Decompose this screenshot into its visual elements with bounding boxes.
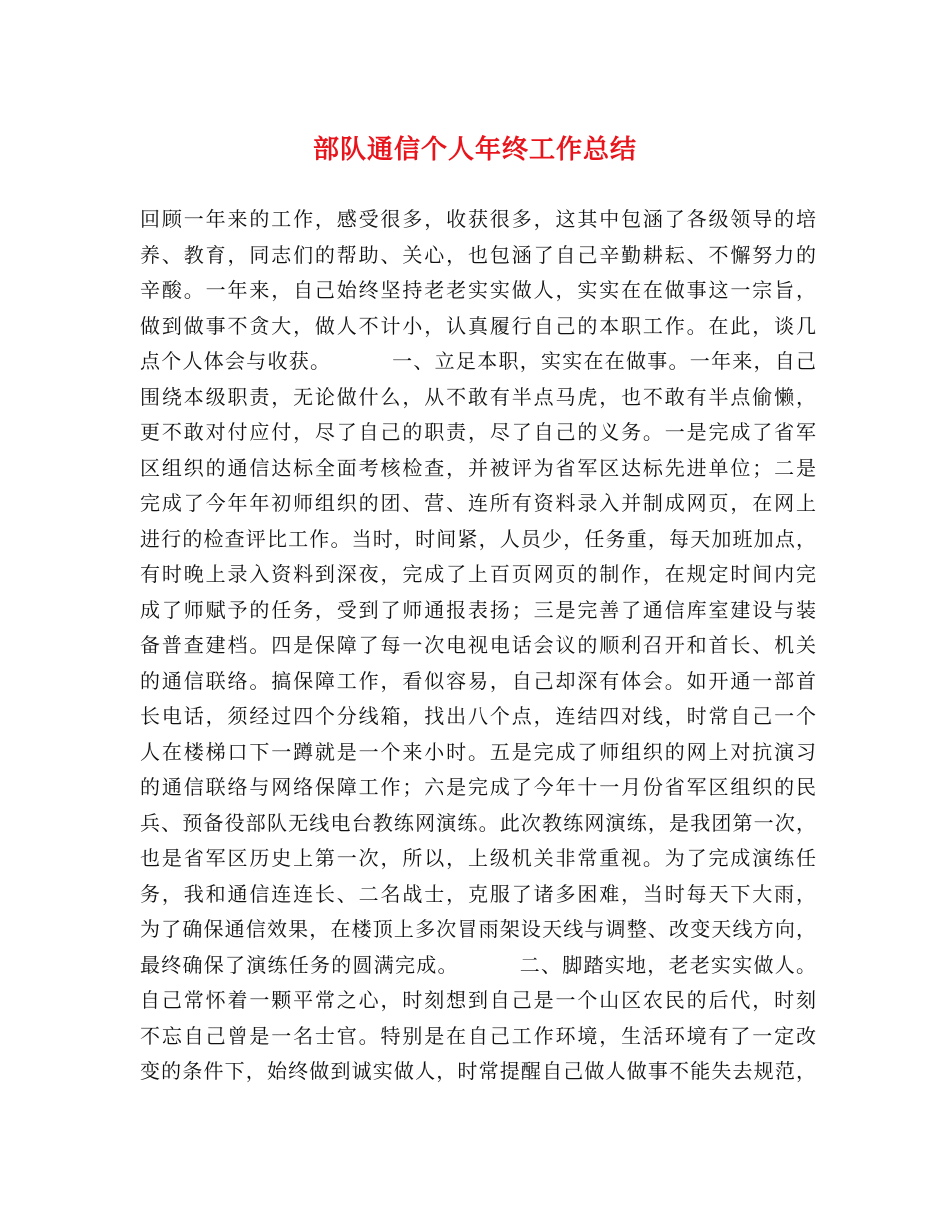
text-line: 备普查建档。四是保障了每一次电视电话会议的顺利召开和首长、机关 [140,633,816,657]
text-line: 的通信联络。搞保障工作，看似容易，自己却深有体会。如开通一部首 [140,668,816,693]
text-line: 有时晚上录入资料到深夜，完成了上百页网页的制作，在规定时间内完 [140,562,816,586]
text-line: 进行的检查评比工作。当时，时间紧，人员少，任务重，每天加班加点， [140,526,816,551]
text-line: 的通信联络与网络保障工作；六是完成了今年十一月份省军区组织的民 [140,775,816,799]
text-line: 区组织的通信达标全面考核检查，并被评为省军区达标先进单位；二是 [140,455,816,480]
text-line: 不忘自己曾是一名士官。特别是在自己工作环境，生活环境有了一定改 [140,1023,816,1048]
text-line: 变的条件下，始终做到诚实做人，时常提醒自己做人做事不能失去规范， [140,1059,816,1083]
body-text [140,202,816,1090]
text-line: 完成了今年年初师组织的团、营、连所有资料录入并制成网页，在网上 [140,491,816,515]
text-line: 兵、预备役部队无线电台教练网演练。此次教练网演练，是我团第一次， [140,810,816,835]
text-line: 更不敢对付应付，尽了自己的职责，尽了自己的义务。一是完成了省军 [140,420,816,444]
text-line: 点个人体会与收获。 一、立足本职，实实在在做事。一年来，自己 [140,349,816,373]
text-line: 人在楼梯口下一蹲就是一个来小时。五是完成了师组织的网上对抗演习 [140,739,816,764]
text-line: 也是省军区历史上第一次，所以，上级机关非常重视。为了完成演练任 [140,846,816,870]
text-line: 最终确保了演练任务的圆满完成。 二、脚踏实地，老老实实做人。 [140,952,816,977]
page-title: 部队通信个人年终工作总结 [312,135,637,165]
text-line: 长电话，须经过四个分线箱，找出八个点，连结四对线，时常自己一个 [140,704,816,728]
text-line: 为了确保通信效果，在楼顶上多次冒雨架设天线与调整、改变天线方向， [140,917,816,941]
text-line: 成了师赋予的任务，受到了师通报表扬；三是完善了通信库室建设与装 [140,597,816,622]
text-line: 做到做事不贪大，做人不计小，认真履行自己的本职工作。在此，谈几 [140,313,816,338]
text-line: 务，我和通信连连长、二名战士，克服了诸多困难，当时每天下大雨， [140,881,816,906]
text-line: 自己常怀着一颗平常之心，时刻想到自己是一个山区农民的后代，时刻 [140,988,816,1012]
text-line: 养、教育，同志们的帮助、关心，也包涵了自己辛勤耕耘、不懈努力的 [140,242,816,267]
text-line: 回顾一年来的工作，感受很多，收获很多，这其中包涵了各级领导的培 [140,207,816,231]
text-line: 围绕本级职责，无论做什么，从不敢有半点马虎，也不敢有半点偷懒， [140,384,816,409]
text-line: 辛酸。一年来，自己始终坚持老老实实做人，实实在在做事这一宗旨， [140,278,816,302]
